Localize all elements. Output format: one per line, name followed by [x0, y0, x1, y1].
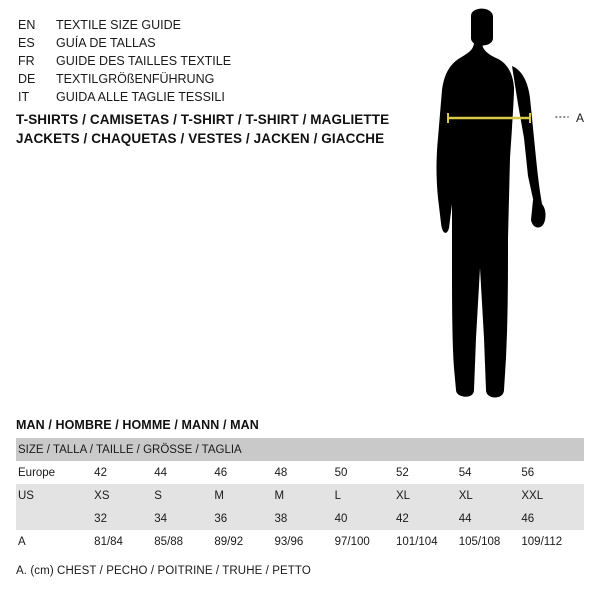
cell: 46 [214, 461, 274, 484]
cell: 42 [396, 507, 459, 530]
legend-language-code: DE [18, 72, 36, 86]
legend-language-text: TEXTILE SIZE GUIDE [56, 18, 182, 32]
legend-language-text: GUIDE DES TAILLES TEXTILE [56, 54, 232, 68]
table-title: MAN / HOMBRE / HOMME / MANN / MAN [16, 418, 259, 432]
table-footnote: A. (cm) CHEST / PECHO / POITRINE / TRUHE / PETTO [16, 565, 311, 577]
cell: L [335, 484, 396, 507]
table-row [16, 484, 584, 507]
cell: 32 [94, 507, 154, 530]
cell: 85/88 [154, 530, 214, 553]
cell: 89/92 [214, 530, 274, 553]
table-row [16, 461, 584, 484]
body-figure [400, 8, 600, 408]
cell: 93/96 [275, 530, 335, 553]
legend-row [18, 88, 378, 106]
size-table-block [16, 418, 584, 577]
callout-dots-icon [552, 116, 572, 118]
cell: 36 [214, 507, 274, 530]
cell: 81/84 [94, 530, 154, 553]
row-label: US [16, 484, 94, 507]
cell: 42 [94, 461, 154, 484]
cell: XXL [521, 484, 584, 507]
category-jackets: JACKETS / CHAQUETAS / VESTES / JACKEN / GIACCHE [16, 131, 385, 146]
cell: 34 [154, 507, 214, 530]
table-row [16, 507, 584, 530]
legend-language-code: ES [18, 36, 35, 50]
legend-language-code: IT [18, 90, 30, 104]
legend-row [18, 16, 378, 34]
male-silhouette-icon [400, 8, 600, 408]
legend-row [18, 52, 378, 70]
cell: 38 [275, 507, 335, 530]
legend-language-text: GUÍA DE TALLAS [56, 36, 156, 50]
table-row [16, 530, 584, 553]
cell: XS [94, 484, 154, 507]
legend-language-text: TEXTILGRÖßENFÜHRUNG [56, 72, 215, 86]
cell: M [214, 484, 274, 507]
cell: 105/108 [459, 530, 522, 553]
size-table [16, 438, 584, 553]
category-tshirts: T-SHIRTS / CAMISETAS / T-SHIRT / T-SHIRT / MAGLIETTE [16, 112, 390, 127]
cell: XL [459, 484, 522, 507]
language-legend [18, 16, 378, 106]
garment-categories [16, 110, 416, 148]
row-label: A [16, 530, 94, 553]
row-label: Europe [16, 461, 94, 484]
cell: 52 [396, 461, 459, 484]
legend-language-code: FR [18, 54, 35, 68]
callout-label-a: A [576, 111, 585, 125]
cell: 54 [459, 461, 522, 484]
cell: M [275, 484, 335, 507]
cell: 40 [335, 507, 396, 530]
cell: 97/100 [335, 530, 396, 553]
cell: 44 [154, 461, 214, 484]
legend-row [18, 70, 378, 88]
table-header-row [16, 438, 584, 461]
legend-language-text: GUIDA ALLE TAGLIE TESSILI [56, 90, 225, 104]
cell: 109/112 [521, 530, 584, 553]
cell: 48 [275, 461, 335, 484]
cell: 44 [459, 507, 522, 530]
cell: XL [396, 484, 459, 507]
legend-language-code: EN [18, 18, 36, 32]
cell: 101/104 [396, 530, 459, 553]
row-label [16, 507, 94, 530]
cell: 46 [521, 507, 584, 530]
legend-row [18, 34, 378, 52]
cell: 50 [335, 461, 396, 484]
cell: S [154, 484, 214, 507]
table-header-label: SIZE / TALLA / TAILLE / GRÖSSE / TAGLIA [16, 438, 584, 461]
cell: 56 [521, 461, 584, 484]
